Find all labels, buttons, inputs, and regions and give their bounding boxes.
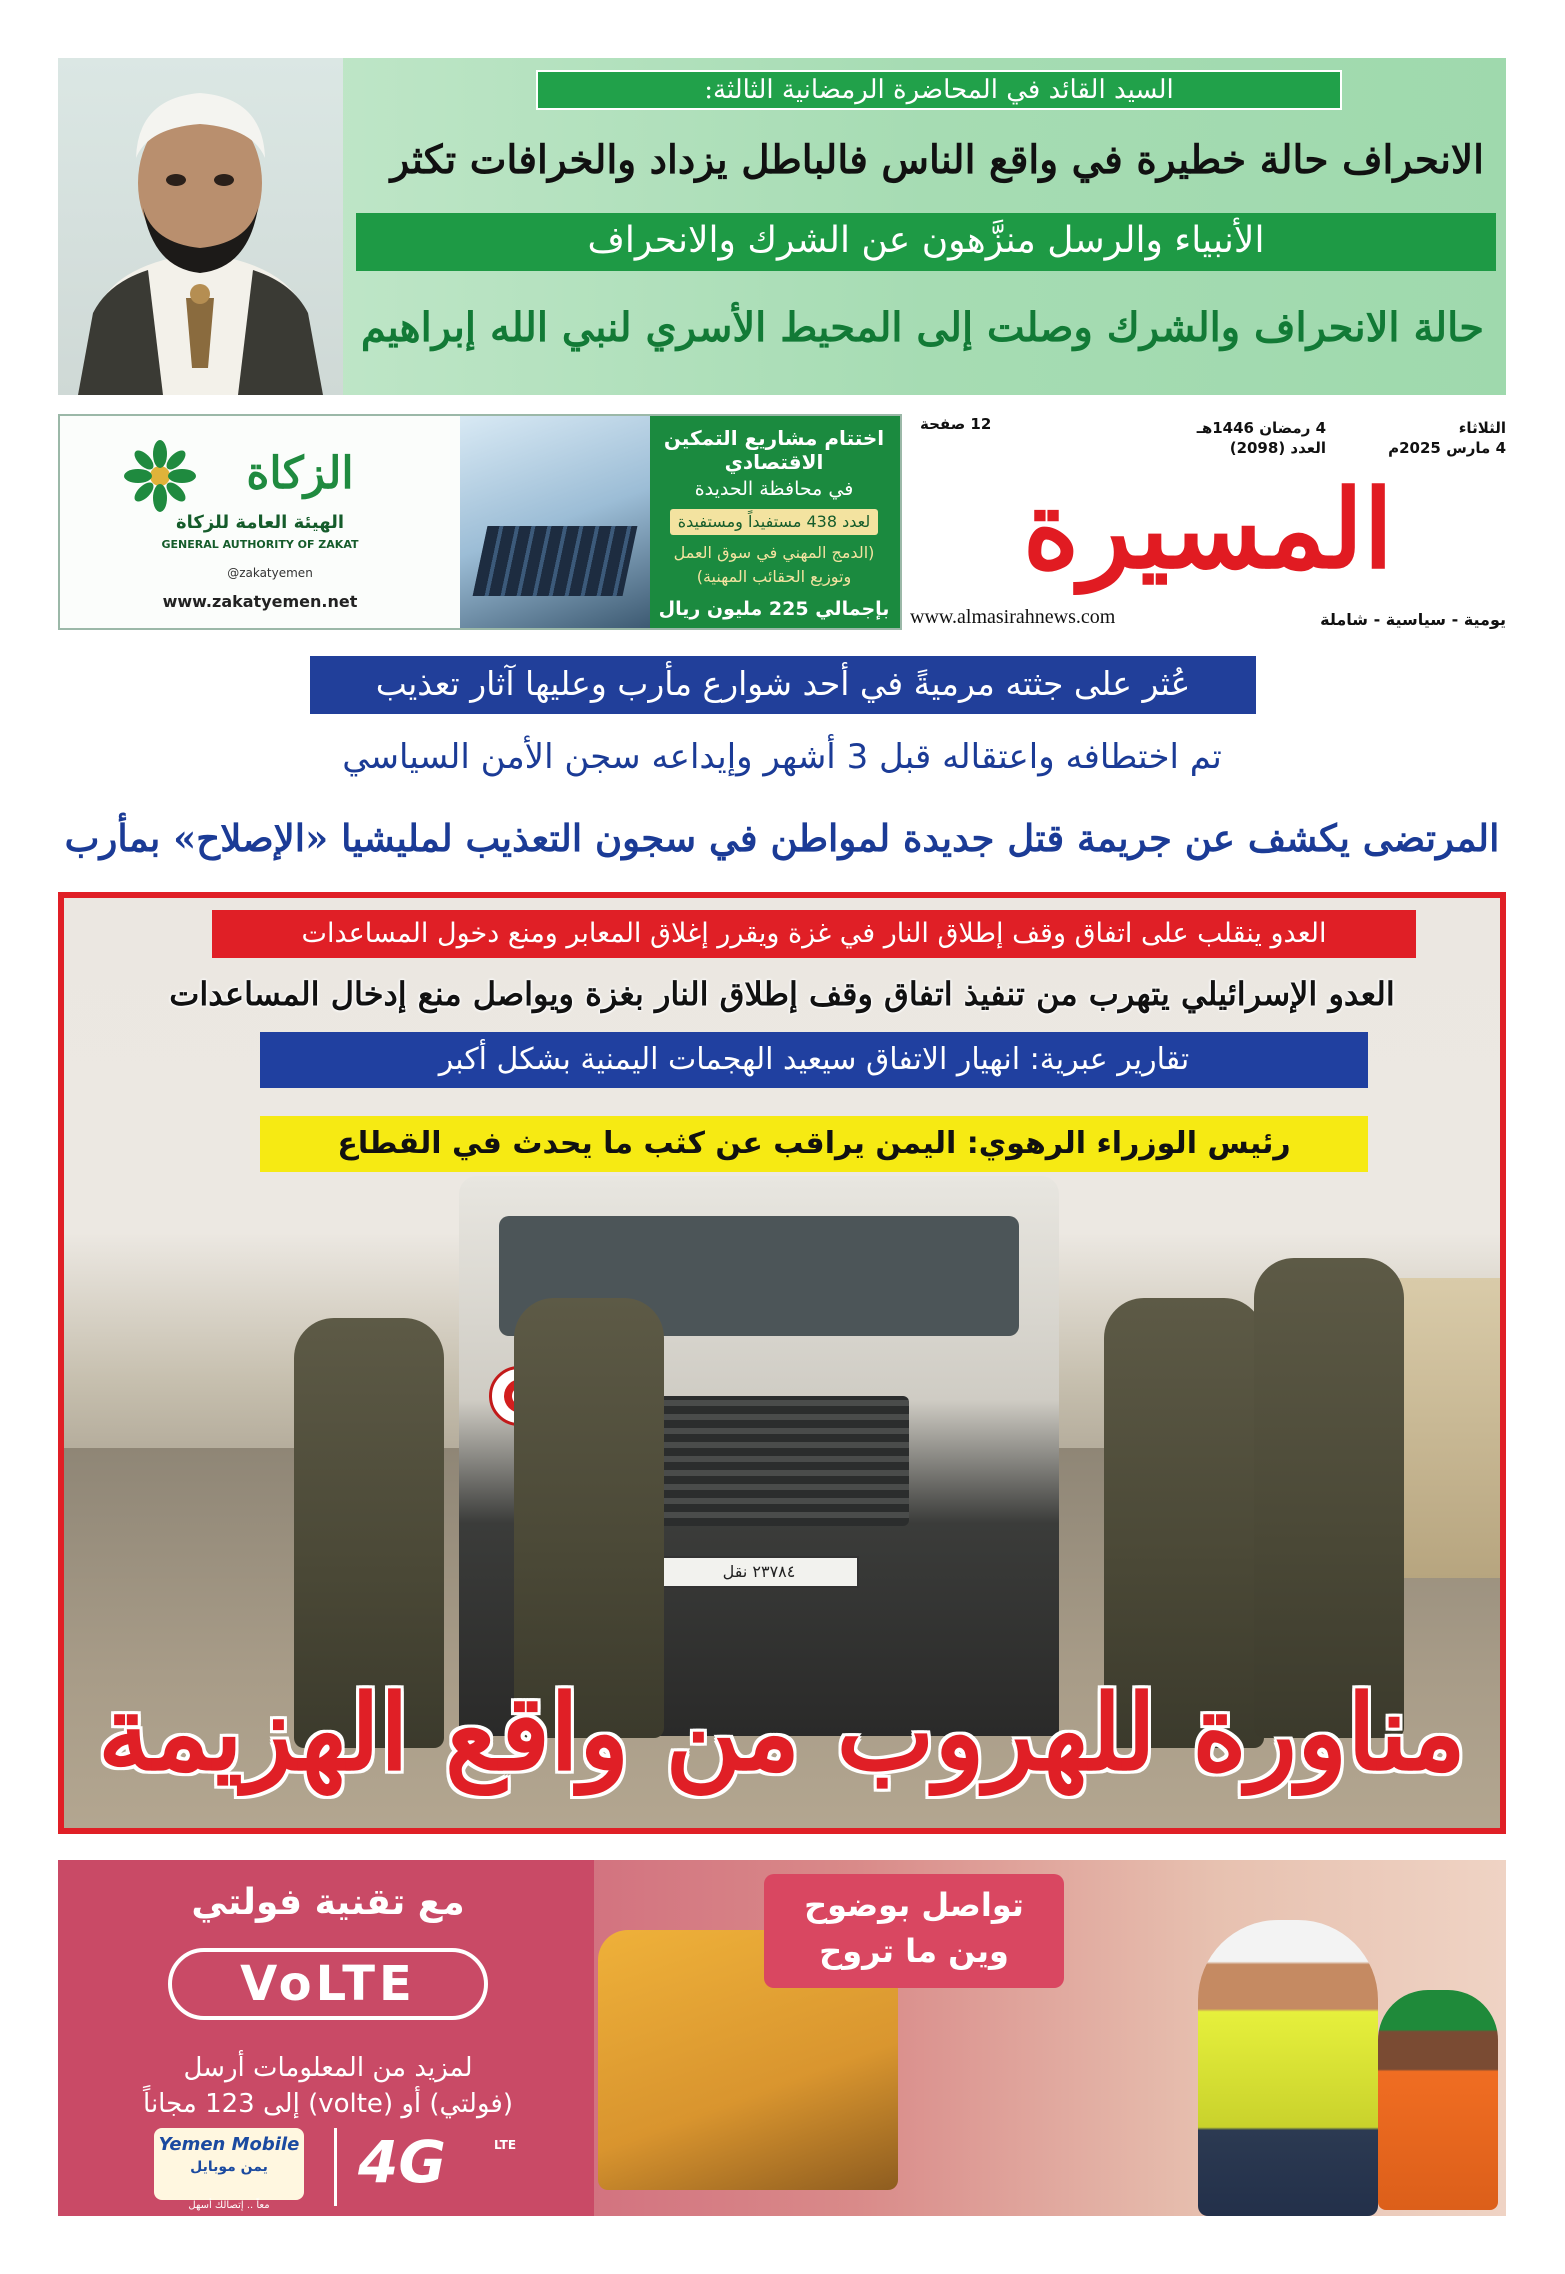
gaza-red-banner: العدو ينقلب على اتفاق وقف إطلاق النار في غزة ويقرر إغلاق المعابر ومنع دخول المساعدات — [212, 910, 1416, 958]
brand-en: Yemen Mobile — [158, 2134, 300, 2155]
truck-plate: ٢٣٧٨٤ نقل — [659, 1556, 859, 1588]
ad-worker-drilling — [1378, 1990, 1498, 2210]
page-count: 12 صفحة — [920, 415, 992, 433]
zakat-website[interactable]: www.zakatyemen.net — [162, 592, 358, 611]
marib-story-subheadline: تم اختطافه واعتقاله قبل 3 أشهر وإيداعه سجن الأمن السياسي — [342, 737, 1222, 777]
zakat-line4: (الدمج المهني في سوق العمل — [673, 543, 875, 562]
zakat-advertisement[interactable] — [58, 414, 902, 630]
lead-photo-block — [58, 892, 1506, 1834]
zakat-logo-text: الزكاة — [246, 448, 354, 499]
solar-panels — [473, 526, 638, 596]
top-kicker: السيد القائد في المحاضرة الرمضانية الثالثة: — [536, 70, 1342, 110]
ad-slogan-line1: تواصل بوضوح — [804, 1886, 1024, 1924]
issue-day: الثلاثاء — [1458, 419, 1506, 437]
zakat-authority-ar: الهيئة العامة للزكاة — [175, 512, 345, 533]
newspaper-url[interactable]: www.almasirahnews.com — [910, 606, 1116, 628]
zakat-logo-panel — [60, 416, 460, 628]
marib-story-kicker: عُثر على جثته مرميةً في أحد شوارع مأرب وعليها آثار تعذيب — [310, 656, 1256, 714]
volte-logo: VoLTE — [168, 1948, 488, 2020]
issue-date-hijri: 4 رمضان 1446هـ — [1196, 419, 1326, 437]
zakat-line3 — [654, 508, 894, 535]
yemen-mobile-logo — [154, 2128, 304, 2200]
ad-info-line2: (فولتي) أو (volte) إلى 123 مجاناً — [143, 2089, 513, 2119]
newspaper-masthead — [910, 410, 1506, 640]
leader-portrait — [58, 58, 343, 395]
brand-motto: معاً .. إتصالك أسهل — [188, 2200, 270, 2211]
zakat-project-photo — [460, 416, 650, 628]
newspaper-logo: المسيرة — [1022, 467, 1394, 593]
top-lecture-banner — [58, 58, 1506, 395]
gaza-black-line: العدو الإسرائيلي يتهرب من تنفيذ اتفاق وقف إطلاق النار بغزة ويواصل منع إدخال المساعدات — [169, 975, 1395, 1013]
ad-divider — [334, 2128, 337, 2206]
main-headline: مناورة للهروب من واقع الهزيمة — [98, 1671, 1466, 1794]
top-headline: الانحراف حالة خطيرة في واقع الناس فالباطل يزداد والخرافات تكثر — [390, 137, 1484, 183]
zakat-authority-en: GENERAL AUTHORITY OF ZAKAT — [161, 538, 359, 551]
ad-info-line1: لمزيد من المعلومات أرسل — [183, 2053, 473, 2083]
ad-heading: مع تقنية فولتي — [191, 1882, 465, 1923]
zakat-social-handle[interactable]: @zakatyemen — [227, 566, 313, 580]
zakat-line6: بإجمالي 225 مليون ريال — [658, 598, 890, 620]
marib-story-headline: المرتضى يكشف عن جريمة قتل جديدة لمواطن في سجون التعذيب لمليشيا «الإصلاح» بمأرب — [64, 816, 1500, 860]
issue-number: العدد (2098) — [1229, 439, 1326, 457]
newspaper-tagline: يومية - سياسية - شاملة — [1320, 610, 1506, 629]
top-bottom-headline: حالة الانحراف والشرك وصلت إلى المحيط الأسري لنبي الله إبراهيم — [360, 304, 1484, 351]
ad-worker-on-phone — [1198, 1920, 1378, 2216]
gaza-yellow-banner: رئيس الوزراء الرهوي: اليمن يراقب عن كثب ما يحدث في القطاع — [260, 1116, 1368, 1172]
ad-text-panel — [58, 1860, 594, 2216]
zakat-line5: وتوزيع الحقائب المهنية) — [696, 567, 852, 586]
network-lte-tag: LTE — [494, 2138, 517, 2152]
gaza-blue-banner: تقارير عبرية: انهيار الاتفاق سيعيد الهجمات اليمنية بشكل أكبر — [260, 1032, 1368, 1088]
ad-slogan-line2: وين ما تروح — [819, 1932, 1009, 1970]
zakat-title: اختتام مشاريع التمكين الاقتصادي — [663, 426, 885, 474]
brand-ar: يمن موبايل — [190, 2159, 268, 2175]
network-4g-label: 4G — [358, 2128, 446, 2196]
ad-slogan-bubble — [764, 1874, 1064, 1988]
issue-date-gregorian: 4 مارس 2025م — [1388, 439, 1506, 457]
yemen-mobile-volte-ad[interactable] — [58, 1860, 1506, 2216]
zakat-beneficiaries: لعدد 438 مستفيداً ومستفيدة — [670, 509, 878, 535]
top-subheadline: الأنبياء والرسل منزَّهون عن الشرك والانحراف — [356, 213, 1496, 271]
zakat-text-panel — [460, 416, 900, 628]
zakat-line2: في محافظة الحديدة — [694, 478, 854, 500]
portrait-illustration — [58, 58, 343, 395]
